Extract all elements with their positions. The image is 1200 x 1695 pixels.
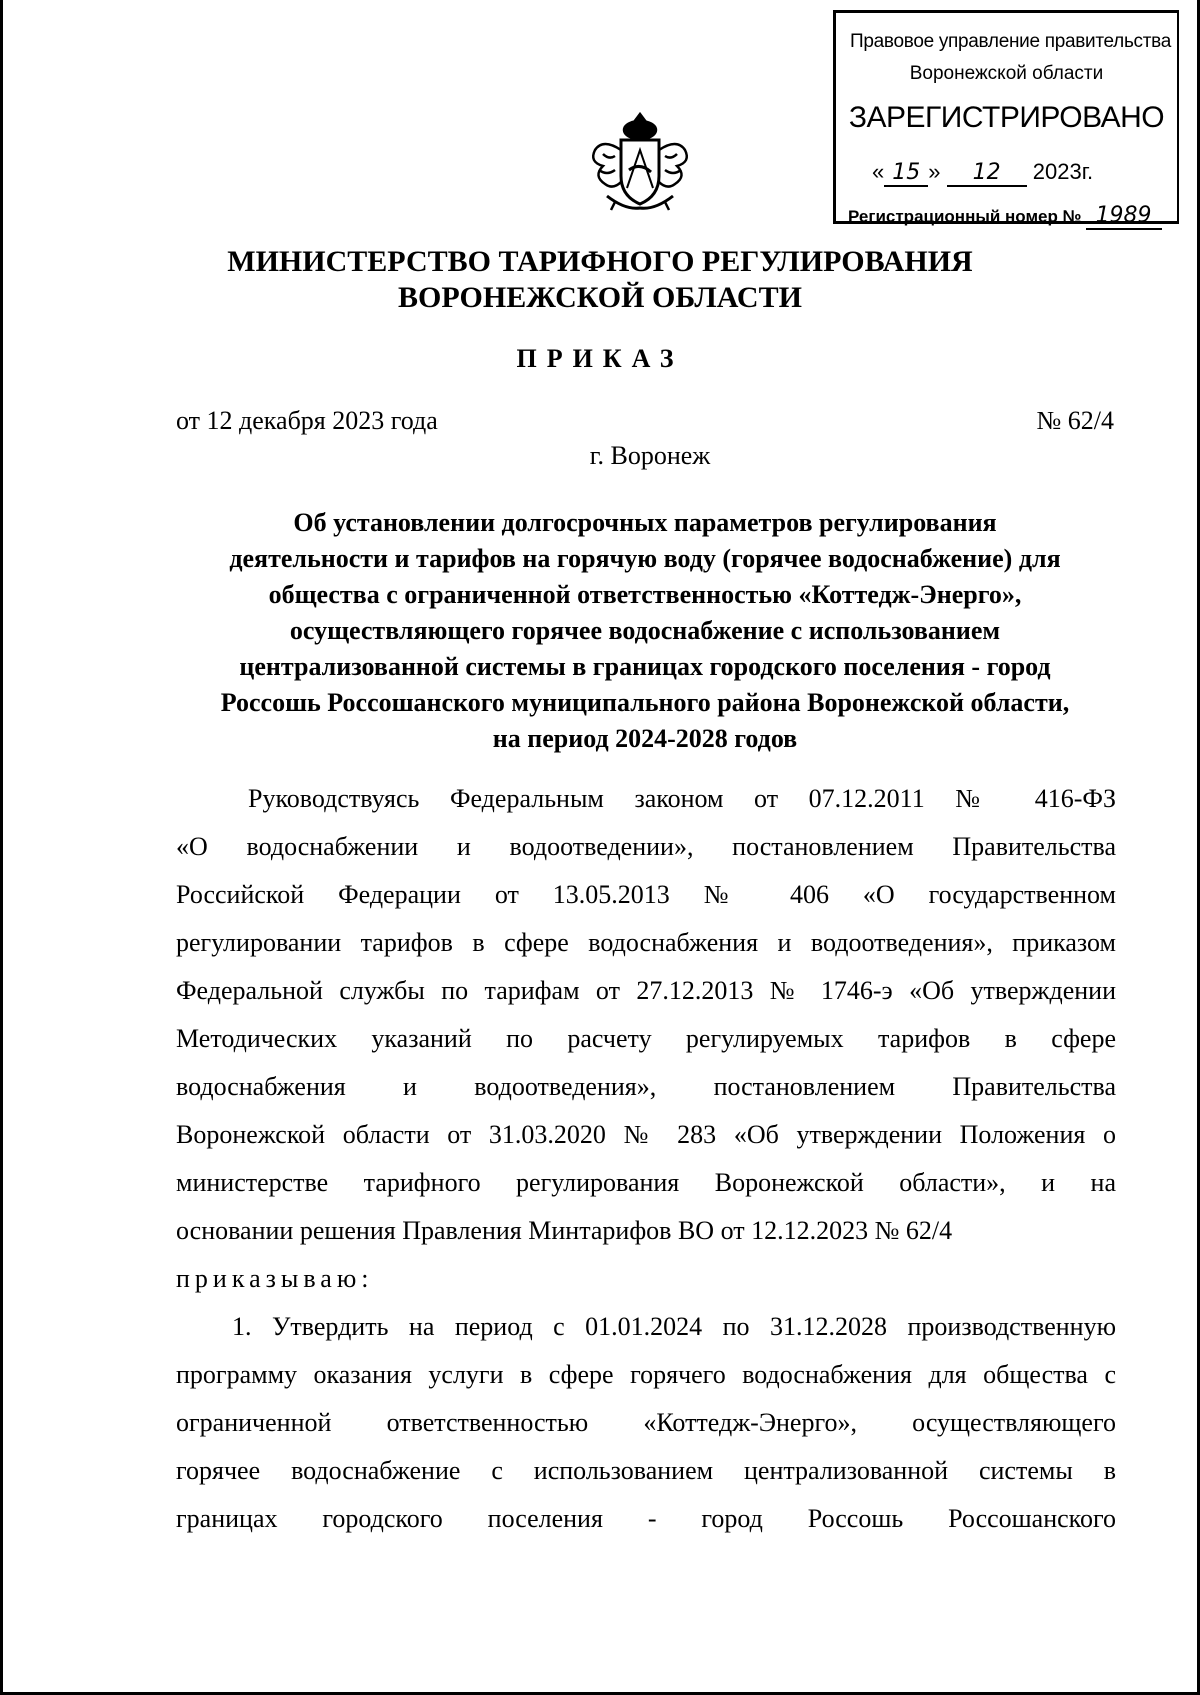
body-line: программу оказания услуги в сфере горячего водоснабжения для общества с xyxy=(176,1360,1116,1389)
body-line: «О водоснабжении и водоотведении», постановлением Правительства xyxy=(176,832,1116,861)
title-line: деятельности и тарифов на горячую воду (горячее водоснабжение) для xyxy=(229,544,1061,573)
body-line: регулировании тарифов в сфере водоснабжения и водоотведения», приказом xyxy=(176,928,1116,957)
body-line: границах городского поселения - город Россошь Россошанского xyxy=(176,1504,1116,1533)
body-line: водоснабжения и водоотведения», постановлением Правительства xyxy=(176,1072,1116,1101)
document-body xyxy=(176,775,1116,1543)
document-type: ПРИКАЗ xyxy=(516,344,684,373)
body-line: Руководствуясь Федеральным законом от 07.12.2011 № 416-ФЗ xyxy=(248,784,1116,813)
title-line: на период 2024-2028 годов xyxy=(492,724,798,753)
stamp-authority-line2: Воронежской области xyxy=(909,63,1104,84)
body-line: министерстве тарифного регулирования Воронежской области», и на xyxy=(176,1168,1116,1197)
body-line: Российской Федерации от 13.05.2013 № 406 «О государственном xyxy=(176,880,1116,909)
title-line: централизованной системы в границах городского поселения - город xyxy=(239,652,1051,681)
stamp-authority-line1: Правовое управление правительства xyxy=(850,31,1172,52)
stamp-date-day: 15 xyxy=(884,160,928,187)
body-line: горячее водоснабжение с использованием централизованной системы в xyxy=(176,1456,1116,1485)
body-line: основании решения Правления Минтарифов ВО от 12.12.2023 № 62/4 xyxy=(176,1216,953,1245)
stamp-registration-number xyxy=(848,203,1162,230)
document-number: № 62/4 xyxy=(1036,406,1114,435)
stamp-registered-label: ЗАРЕГИСТРИРОВАНО xyxy=(848,101,1165,134)
body-line: Воронежской области от 31.03.2020 № 283 «Об утверждении Положения о xyxy=(176,1120,1116,1149)
document-city: г. Воронеж xyxy=(589,441,711,470)
body-line: Федеральной службы по тарифам от 27.12.2013 № 1746-э «Об утверждении xyxy=(176,976,1116,1005)
body-line: Методических указаний по расчету регулируемых тарифов в сфере xyxy=(176,1024,1116,1053)
title-line: осуществляющего горячее водоснабжение с использованием xyxy=(289,616,1001,645)
registration-stamp xyxy=(833,10,1179,228)
title-line: общества с ограниченной ответственностью «Коттедж-Энерго», xyxy=(268,580,1022,609)
document-title xyxy=(170,505,1120,757)
ministry-name-line1: МИНИСТЕРСТВО ТАРИФНОГО РЕГУЛИРОВАНИЯ xyxy=(227,245,973,278)
document-date: от 12 декабря 2023 года xyxy=(176,406,438,435)
ministry-name-line2: ВОРОНЕЖСКОЙ ОБЛАСТИ xyxy=(398,281,802,314)
title-line: Россошь Россошанского муниципального района Воронежской области, xyxy=(220,688,1070,717)
title-line: Об установлении долгосрочных параметров регулирования xyxy=(293,508,997,537)
stamp-date: « 15 » 12 2023г. xyxy=(872,159,1094,185)
coat-of-arms-icon xyxy=(585,110,695,215)
body-line: ограниченной ответственностью «Коттедж-Энерго», осуществляющего xyxy=(176,1408,1116,1437)
stamp-reg-number: 1989 xyxy=(1086,203,1162,230)
body-line: 1. Утвердить на период с 01.01.2024 по 31.12.2028 производственную xyxy=(232,1312,1116,1341)
stamp-date-year: 2023г. xyxy=(1032,159,1094,184)
stamp-reg-label: Регистрационный номер № xyxy=(848,207,1082,226)
stamp-date-month: 12 xyxy=(947,160,1027,187)
body-line-decree: приказываю: xyxy=(176,1264,374,1293)
